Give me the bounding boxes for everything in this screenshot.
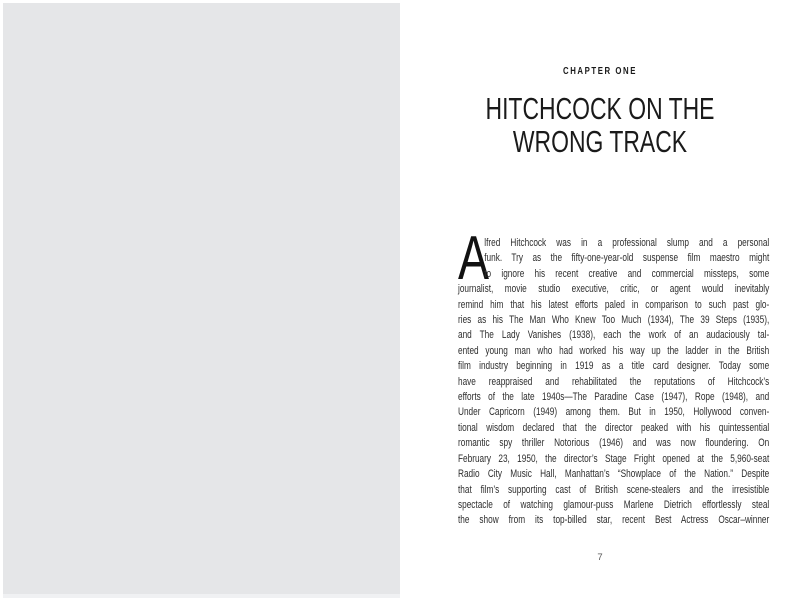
body-line: efforts of the late 1940s—The Paradine Case (1947), Rope (1948), and xyxy=(458,391,770,404)
right-page xyxy=(400,0,800,600)
body-line: Radio City Music Hall, Manhattan’s “Showplace of the Nation.” Despite xyxy=(458,468,770,481)
chapter-title-line1: HITCHCOCK ON THE xyxy=(485,91,715,126)
body-line: Under Capricorn (1949) among them. But in 1950, Hollywood conven- xyxy=(458,406,770,419)
body-line: romantic spy thriller Notorious (1946) and was now floundering. On xyxy=(458,437,770,450)
body-line: that film’s supporting cast of British scene-stealers and the irresistible xyxy=(458,483,770,496)
body-line: spectacle of watching glamour-puss Marlene Dietrich effortlessly steal xyxy=(458,498,770,511)
body-line: ented young man who had worked his way up the ladder in the British xyxy=(458,344,770,357)
body-line: film industry beginning in 1919 as a title card designer. Today some xyxy=(458,360,770,373)
body-line: to ignore his recent creative and commercial missteps, some xyxy=(484,267,770,280)
chapter-title-line2: WRONG TRACK xyxy=(512,124,688,159)
left-page-bottom-edge xyxy=(3,594,400,598)
body-line: tional wisdom declared that the director peaked with his quintessential xyxy=(458,421,770,434)
body-line: remind him that his latest efforts paled in comparison to such past glo- xyxy=(458,298,770,311)
page-number: 7 xyxy=(597,552,603,563)
chapter-label: CHAPTER ONE xyxy=(563,66,637,77)
body-paragraph xyxy=(458,224,770,529)
body-line: ries as his The Man Who Knew Too Much (1934), The 39 Steps (1935), xyxy=(458,314,770,327)
body-line: lfred Hitchcock was in a professional slump and a personal xyxy=(484,237,770,249)
body-line: funk. Try as the fifty-one-year-old suspense film maestro might xyxy=(484,252,770,265)
body-line: the show from its top-billed star, recent Best Actress Oscar–winner xyxy=(458,514,770,527)
body-line: February 23, 1950, the director’s Stage Fright opened at the 5,960-seat xyxy=(458,452,770,465)
left-page-blank xyxy=(3,3,400,594)
body-line: have reappraised and rehabilitated the reputations of Hitchcock’s xyxy=(458,375,770,388)
drop-cap: A xyxy=(458,224,490,293)
body-line: journalist, movie studio executive, critic, or agent would inevitably xyxy=(458,283,770,296)
body-line: and The Lady Vanishes (1938), each the work of an audaciously tal- xyxy=(458,329,770,342)
chapter-title xyxy=(452,92,748,158)
